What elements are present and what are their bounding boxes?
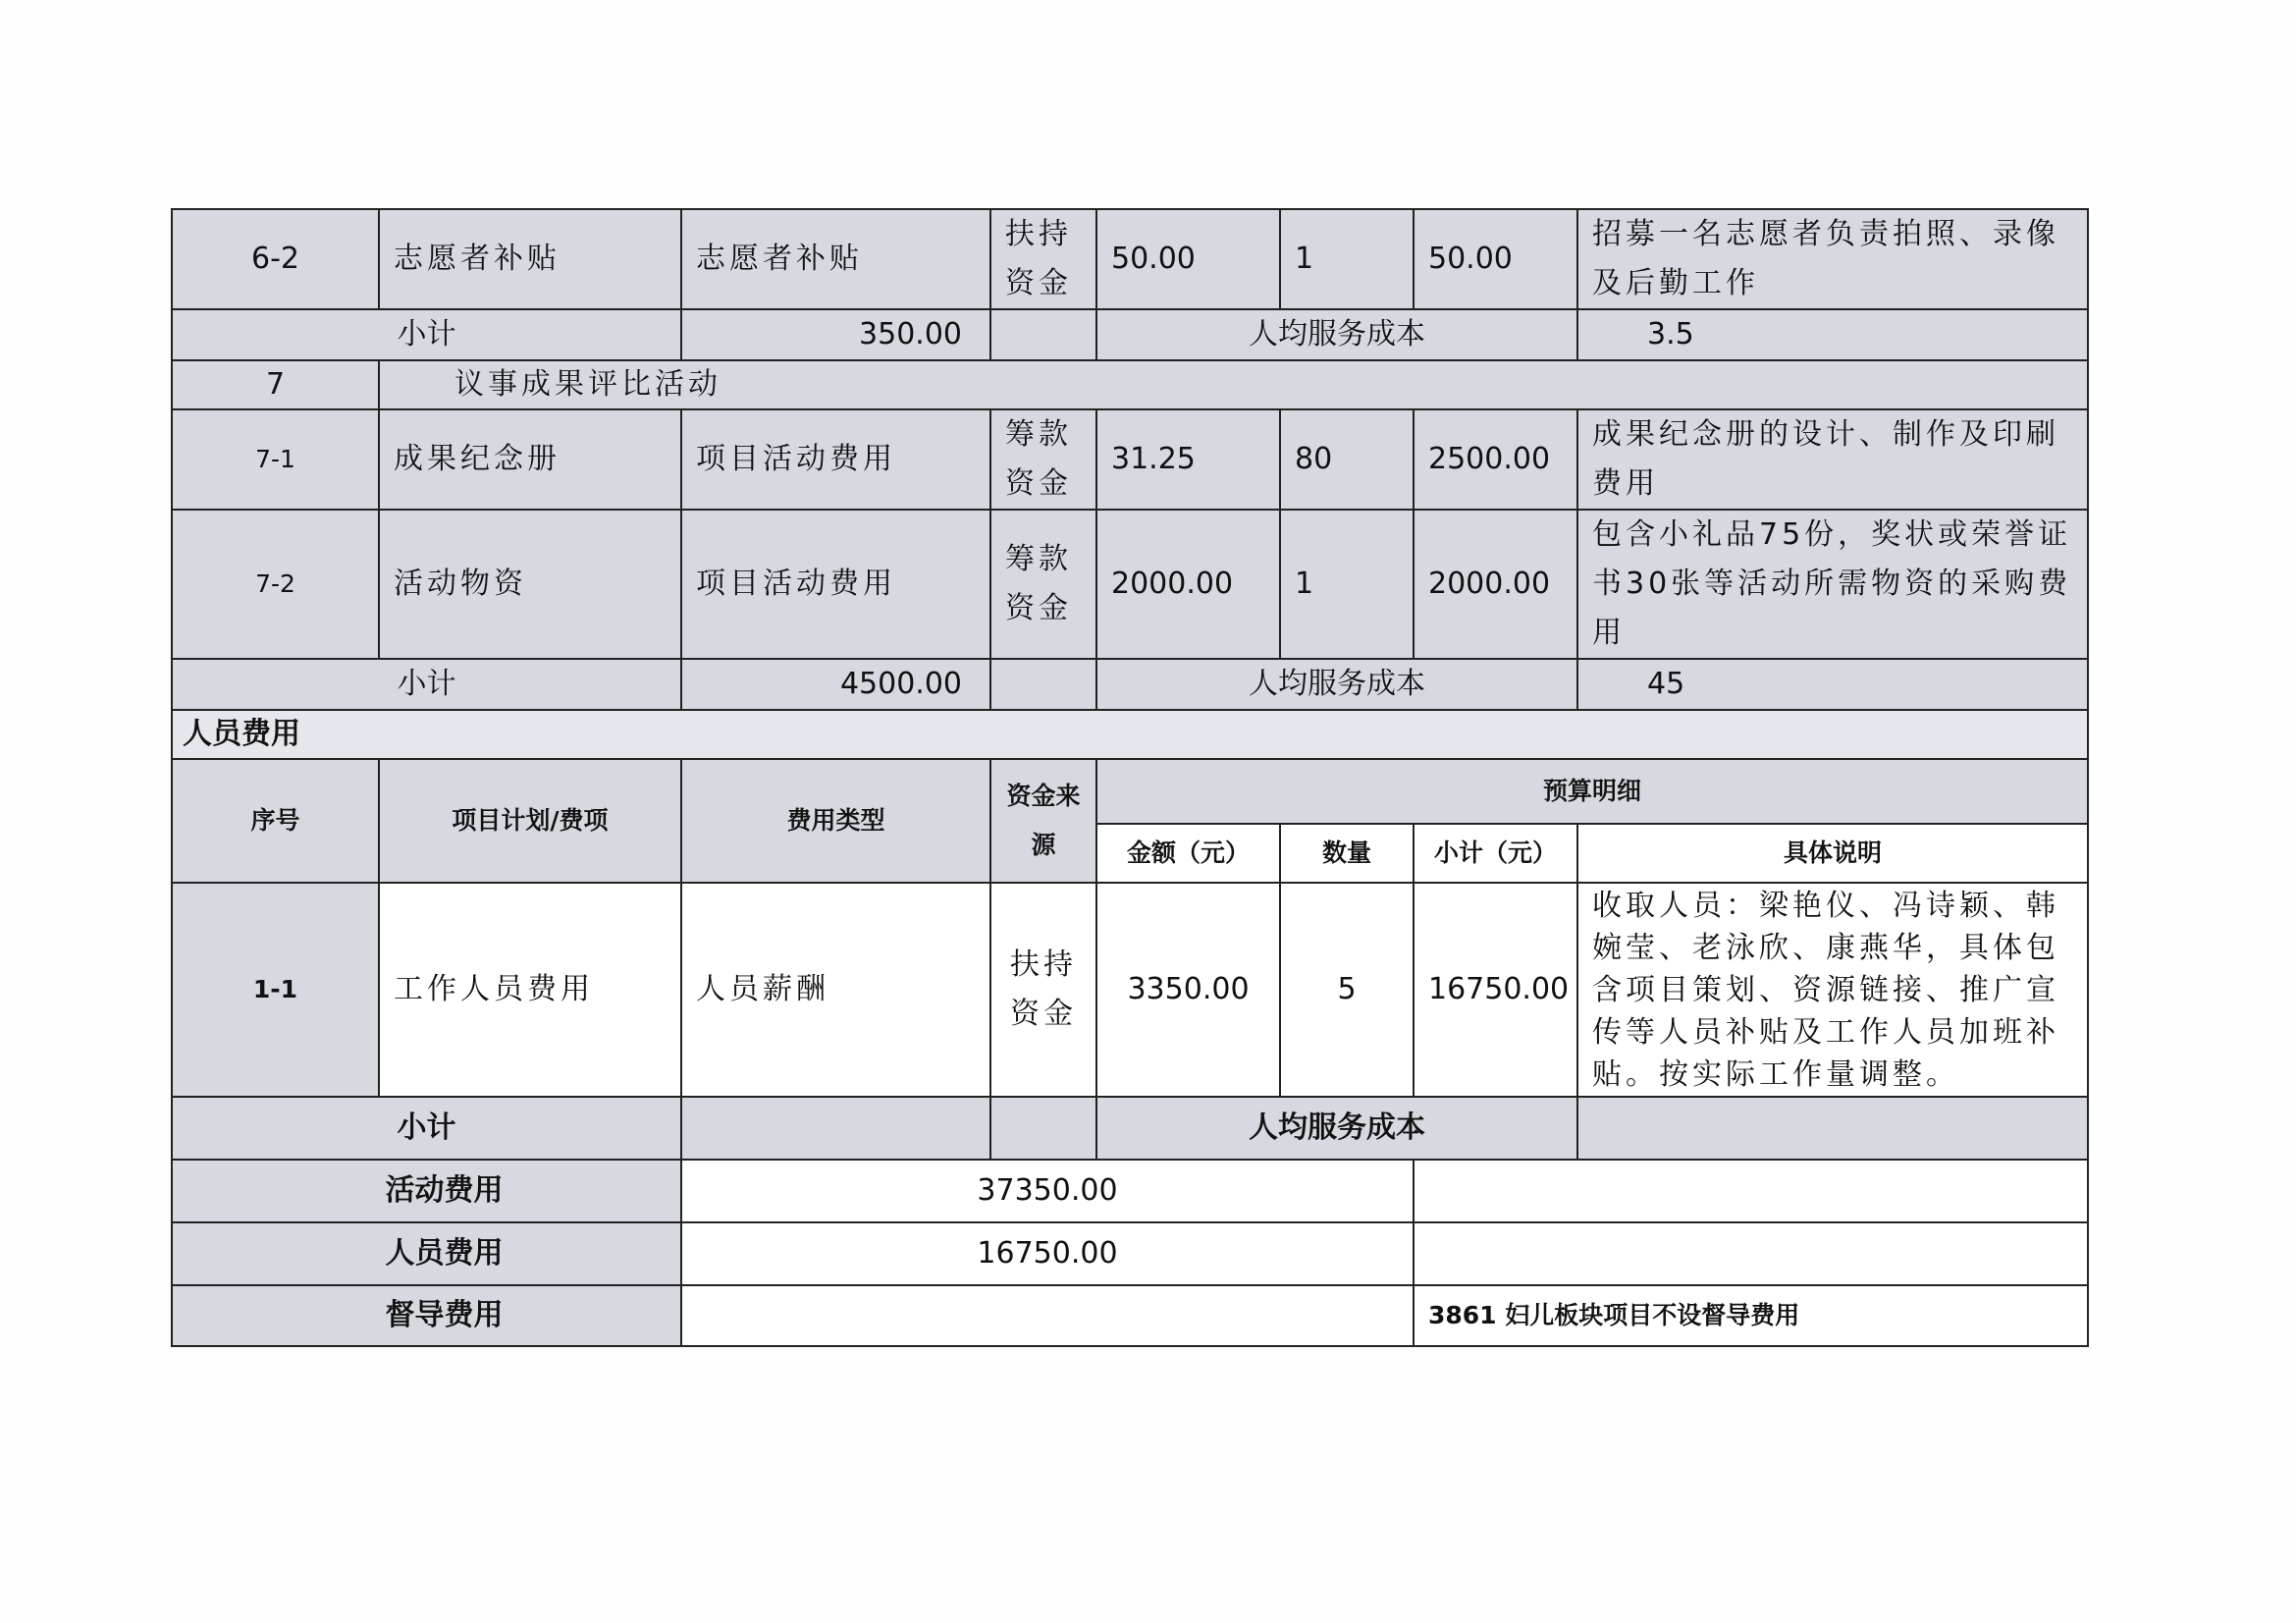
total-value [681,1285,1414,1346]
row-item: 活动物资 [379,510,681,659]
row-source: 筹款资金 [990,409,1096,510]
header-desc: 具体说明 [1577,824,2088,883]
table-row [172,209,2088,309]
total-note: 3861 妇儿板块项目不设督导费用 [1414,1285,2088,1346]
row-price: 2000.00 [1096,510,1280,659]
per-capita-value: 45 [1577,659,2088,710]
section-row [172,710,2088,759]
personnel-section-title: 人员费用 [172,710,2088,759]
row-item: 成果纪念册 [379,409,681,510]
row-subtotal: 2500.00 [1414,409,1577,510]
header-qty: 数量 [1280,824,1414,883]
row-source: 扶持资金 [990,209,1096,309]
row-desc: 收取人员：梁艳仪、冯诗颖、韩婉莹、老泳欣、康燕华，具体包含项目策划、资源链接、推广宣传等人员补贴及工作人员加班补贴。按实际工作量调整。 [1577,883,2088,1097]
per-capita-label: 人均服务成本 [1096,309,1577,360]
subtotal-amount: 4500.00 [681,659,990,710]
subtotal-empty [990,659,1096,710]
per-capita-label: 人均服务成本 [1096,1097,1577,1160]
row-no: 7-2 [172,510,379,659]
subtotal-label: 小计 [172,659,681,710]
header-source: 资金来源 [990,759,1096,883]
total-label: 督导费用 [172,1285,681,1346]
total-label: 活动费用 [172,1160,681,1222]
row-qty: 5 [1280,883,1414,1097]
table-row [172,409,2088,510]
row-subtotal: 2000.00 [1414,510,1577,659]
subtotal-row [172,1097,2088,1160]
section-title: 议事成果评比活动 [379,360,2088,409]
budget-table [171,208,2089,1347]
row-item: 志愿者补贴 [379,209,681,309]
subtotal-empty [990,309,1096,360]
row-price: 3350.00 [1096,883,1280,1097]
total-row [172,1160,2088,1222]
row-type: 项目活动费用 [681,510,990,659]
row-qty: 1 [1280,510,1414,659]
subtotal-label: 小计 [172,1097,681,1160]
subtotal-row [172,309,2088,360]
row-no: 7-1 [172,409,379,510]
row-qty: 80 [1280,409,1414,510]
row-desc: 成果纪念册的设计、制作及印刷费用 [1577,409,2088,510]
table-row [172,510,2088,659]
header-item: 项目计划/费项 [379,759,681,883]
row-type: 志愿者补贴 [681,209,990,309]
row-type: 人员薪酬 [681,883,990,1097]
subtotal-label: 小计 [172,309,681,360]
total-note [1414,1160,2088,1222]
row-type: 项目活动费用 [681,409,990,510]
row-source: 扶持资金 [990,883,1096,1097]
header-amount: 金额（元） [1096,824,1280,883]
subtotal-empty [990,1097,1096,1160]
row-no: 6-2 [172,209,379,309]
header-budget-detail: 预算明细 [1096,759,2088,824]
section-no: 7 [172,360,379,409]
total-value: 37350.00 [681,1160,1414,1222]
header-subtotal: 小计（元） [1414,824,1577,883]
per-capita-label: 人均服务成本 [1096,659,1577,710]
row-qty: 1 [1280,209,1414,309]
total-note [1414,1222,2088,1285]
row-item: 工作人员费用 [379,883,681,1097]
row-desc: 包含小礼品75份，奖状或荣誉证书30张等活动所需物资的采购费用 [1577,510,2088,659]
subtotal-row [172,659,2088,710]
row-price: 50.00 [1096,209,1280,309]
per-capita-value: 3.5 [1577,309,2088,360]
header-type: 费用类型 [681,759,990,883]
row-subtotal: 50.00 [1414,209,1577,309]
section-row [172,360,2088,409]
row-desc: 招募一名志愿者负责拍照、录像及后勤工作 [1577,209,2088,309]
row-price: 31.25 [1096,409,1280,510]
subtotal-amount: 350.00 [681,309,990,360]
table-row [172,883,2088,1097]
subtotal-amount [681,1097,990,1160]
per-capita-value [1577,1097,2088,1160]
total-row [172,1285,2088,1346]
total-row [172,1222,2088,1285]
total-value: 16750.00 [681,1222,1414,1285]
row-no: 1-1 [172,883,379,1097]
row-subtotal: 16750.00 [1414,883,1577,1097]
total-label: 人员费用 [172,1222,681,1285]
header-no: 序号 [172,759,379,883]
row-source: 筹款资金 [990,510,1096,659]
header-row [172,759,2088,824]
